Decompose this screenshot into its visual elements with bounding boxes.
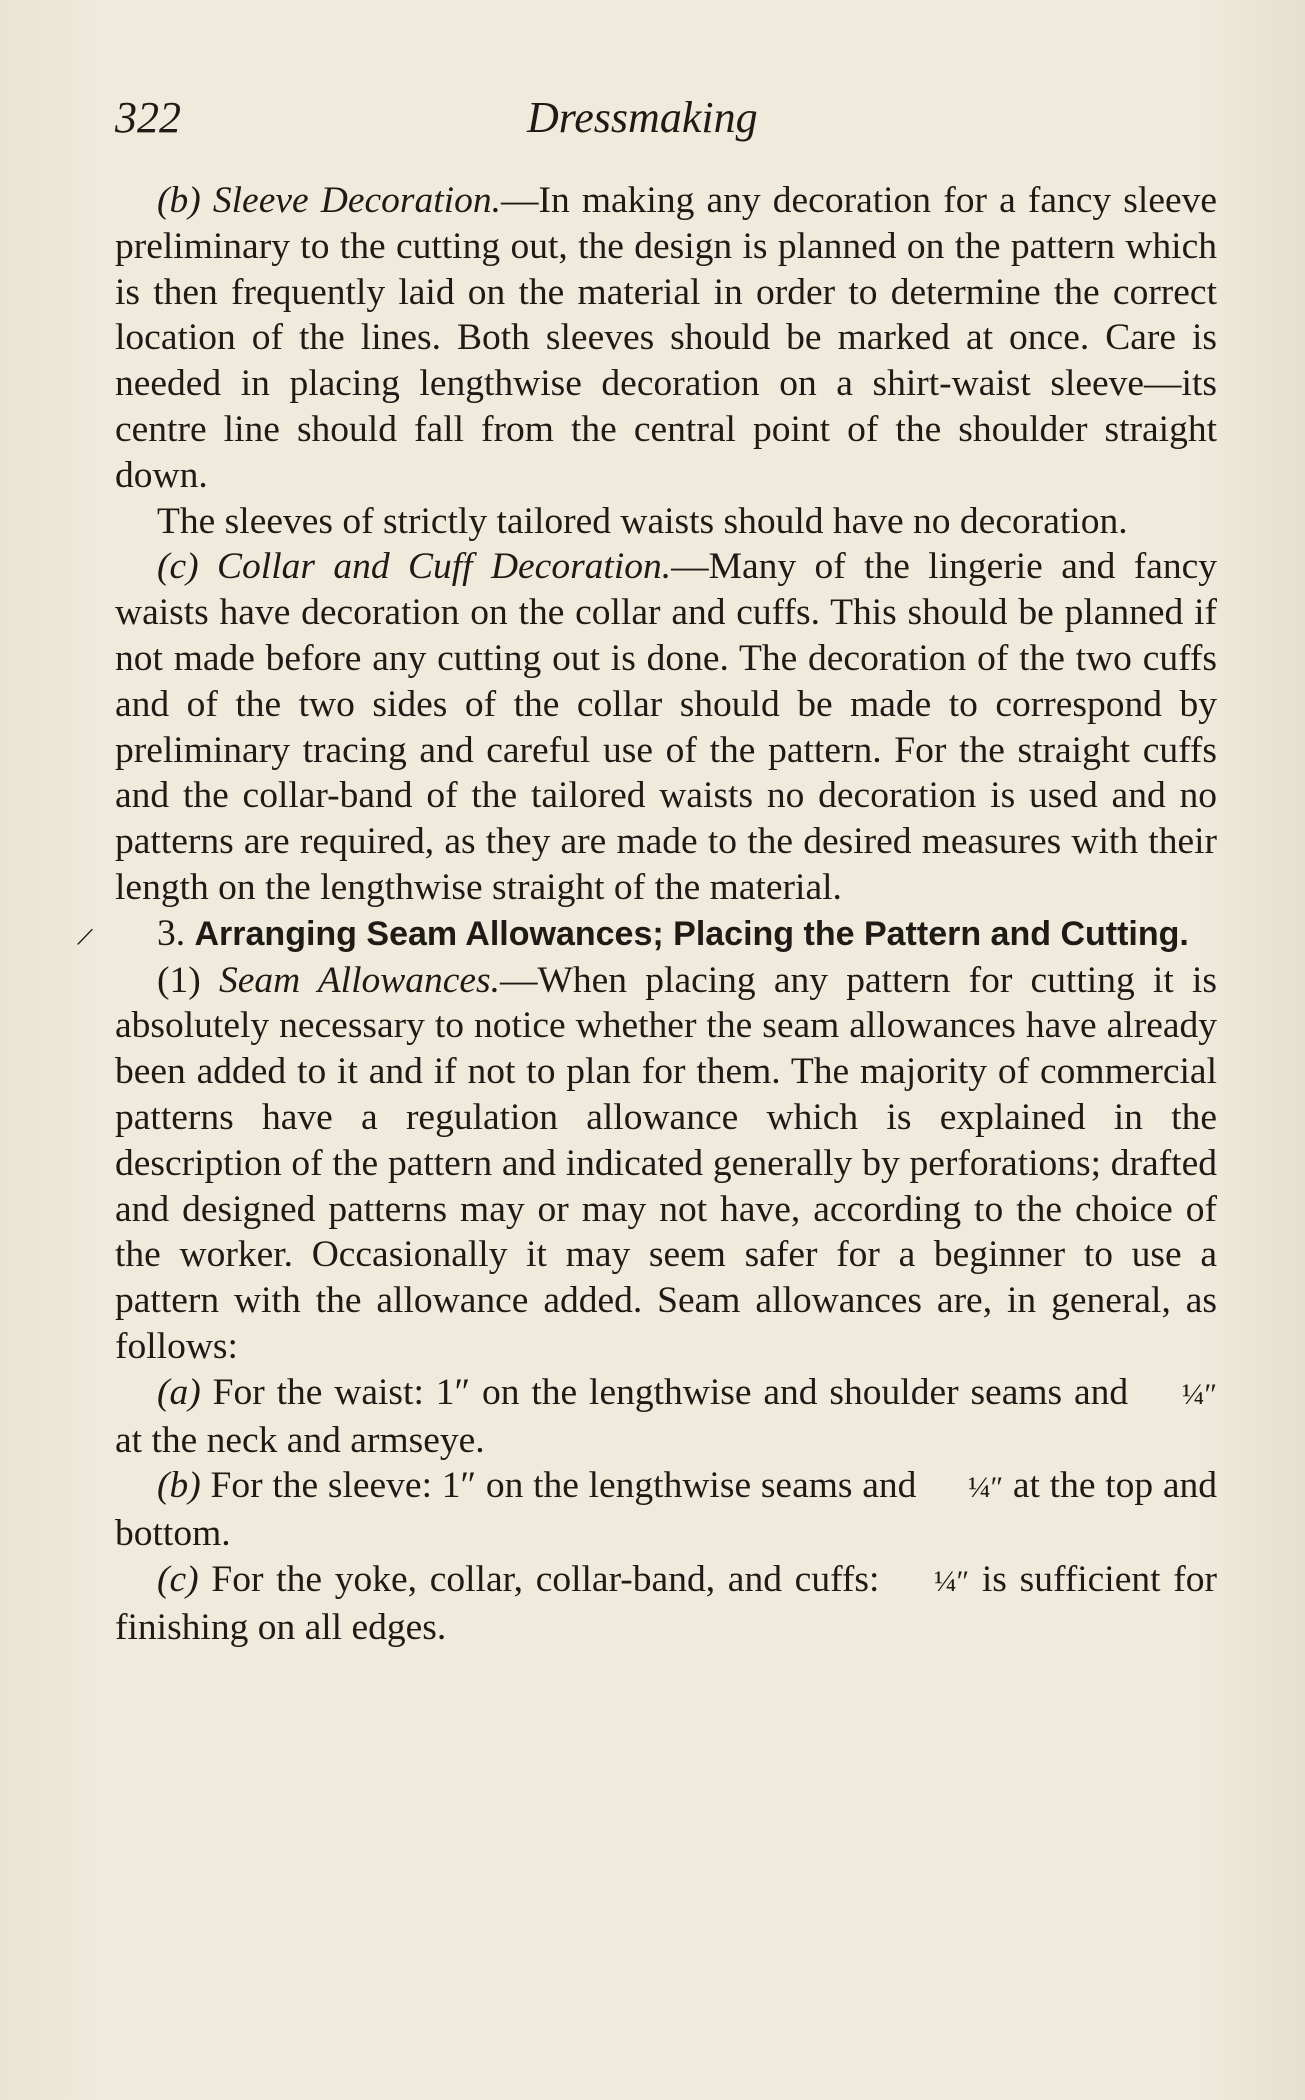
list-item-yoke xyxy=(115,1557,1217,1651)
paragraph-text: For the sleeve: 1″ on the lengthwise seams and xyxy=(210,1465,927,1507)
section-title: Seam Allowances. xyxy=(218,959,501,1001)
item-marker: (b) xyxy=(157,180,201,221)
section-title: Collar and Cuff Decoration. xyxy=(217,546,672,588)
section-title: Sleeve Decoration. xyxy=(212,180,501,221)
paragraph-text: —In making any decoration for a fancy sleeve preliminary to the cutting out, the design is planned on the pattern which is then frequently laid on the material in order to determine the correct location of the lines. Both sleeves should be marked at once. Care is needed in placing lengthwise decoration on a shirt-waist sleeve—its centre line should fall from the central point of the shoulder straight down. xyxy=(115,180,1218,496)
fraction: ¼″ xyxy=(1182,1377,1218,1411)
paragraph-text: For the waist: 1″ on the lengthwise and shoulder seams and xyxy=(212,1371,1141,1413)
item-marker: (1) xyxy=(157,959,201,1001)
fraction: ¼″ xyxy=(968,1471,1004,1505)
paragraph-text: is sufficient for finishing on all edges. xyxy=(115,1558,1217,1648)
paragraph-seam-allowances xyxy=(115,958,1217,1370)
page-number: 322 xyxy=(115,93,181,142)
margin-mark: / xyxy=(74,920,96,954)
running-title: Dressmaking xyxy=(527,93,758,142)
paragraph-text: at the top and bottom. xyxy=(115,1465,1218,1555)
paragraph-sleeve-decoration xyxy=(115,178,1217,499)
section-number: 3. xyxy=(157,912,186,954)
paragraph-text: at the neck and armseye. xyxy=(115,1419,485,1461)
list-item-waist xyxy=(115,1370,1217,1464)
body-text xyxy=(115,178,1217,1651)
item-marker: (c) xyxy=(157,546,199,588)
paragraph-text: For the yoke, collar, collar-band, and cuffs: xyxy=(211,1558,893,1600)
paragraph-tailored-sleeves xyxy=(115,499,1217,545)
paragraph-collar-cuff-decoration xyxy=(115,544,1217,910)
paragraph-text: —When placing any pattern for cutting it is absolutely necessary to notice whether the seam allowances have already been added to it and if not to plan for them. The majority of commercial patterns have a regulation allowance which is explained in the description of the pattern and indicated generally by perforations; drafted and designed patterns may or may not have, according to the choice of the worker. Occasionally it may seem safer for a beginner to use a pattern with the allowance added. Seam allowances are, in general, as follows: xyxy=(115,959,1218,1367)
list-item-sleeve xyxy=(115,1463,1217,1557)
paragraph-text: —Many of the lingerie and fancy waists have decoration on the collar and cuffs. This should be planned if not made before any cutting out is done. The decoration of the two cuffs and of the two sides of the collar should be made to correspond by preliminary tracing and careful use of the pattern. For the straight cuffs and the collar-band of the tailored waists no decoration is used and no patterns are required, as they are made to the desired measures with their length on the lengthwise straight of the material. xyxy=(115,546,1218,908)
paragraph-text: The sleeves of strictly tailored waists should have no decoration. xyxy=(157,500,1128,542)
fraction: ¼″ xyxy=(934,1564,970,1598)
item-marker: (a) xyxy=(157,1371,201,1413)
running-head xyxy=(115,92,1215,152)
item-marker: (b) xyxy=(157,1465,201,1507)
section-heading xyxy=(115,911,1217,958)
section-heading-text: Arranging Seam Allowances; Placing the Pattern and Cutting. xyxy=(194,914,1189,953)
item-marker: (c) xyxy=(157,1558,199,1600)
